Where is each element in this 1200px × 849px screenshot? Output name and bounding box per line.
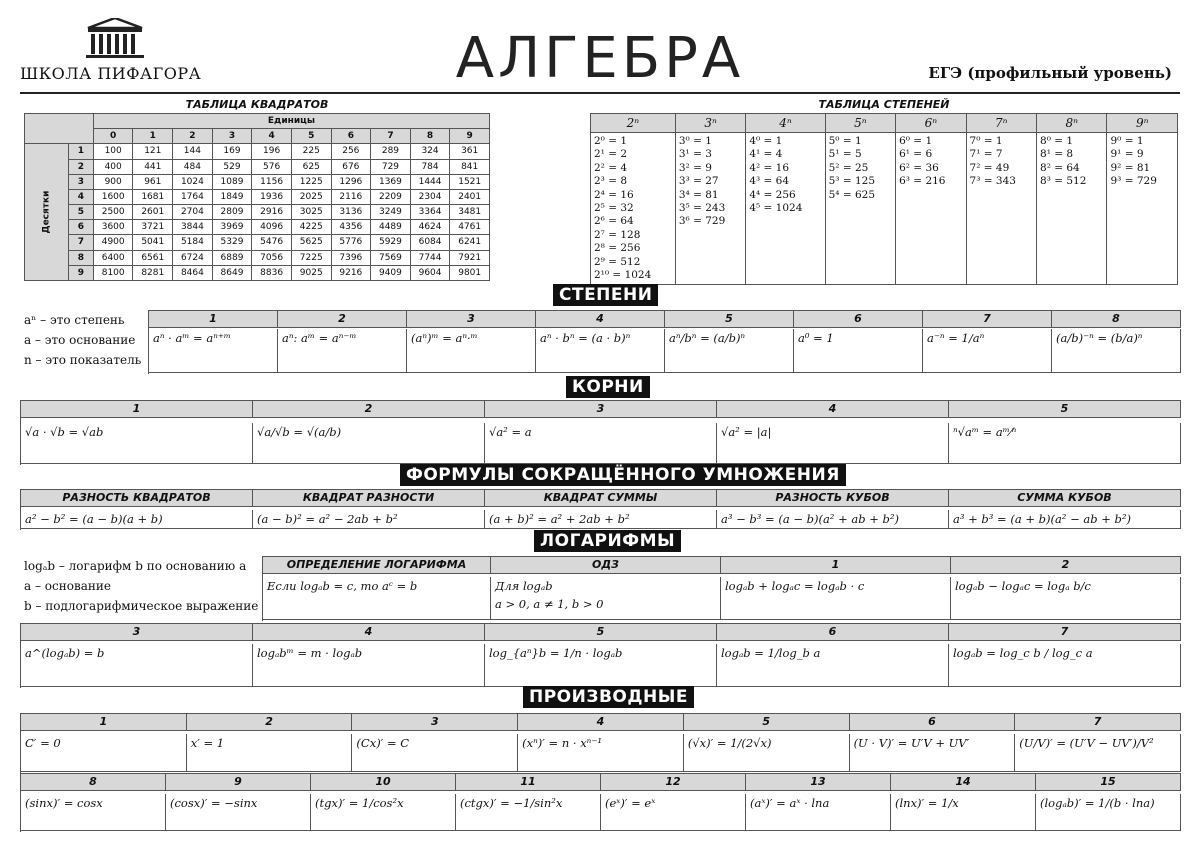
proizv-grid-row2 [20,773,1181,832]
formula-cell: (√x)′ = 1/(2√x) [684,734,850,772]
log-heading: 1 [721,557,951,574]
power-column [746,133,825,285]
power-column-header: 3ⁿ [675,114,745,133]
formula-cell: aⁿ/bⁿ = (a/b)ⁿ [665,329,794,373]
power-item: 3⁰ = 1 [678,135,712,147]
note-line: logₐb – логарифм b по основанию a [24,559,247,573]
square-cell: 4096 [252,220,292,235]
column-header: 2 [173,129,213,144]
row-label: 9 [68,265,93,280]
square-cell: 8464 [173,265,213,280]
korni-grid [20,400,1181,465]
square-cell: 7744 [410,250,450,265]
tens-label [25,144,69,281]
odz-line: Для logₐb [495,579,553,593]
power-item: 9³ = 729 [1110,175,1157,188]
formula-cell: x′ = 1 [187,734,353,772]
square-cell: 4624 [410,220,450,235]
squares-table [24,113,490,281]
formula-cell: (tgx)′ = 1/cos²x [311,794,456,831]
power-item: 4² = 16 [749,161,790,174]
formula-number: 14 [891,774,1036,791]
column-header: 4 [252,129,292,144]
square-cell: 2209 [371,189,411,204]
row-label: 8 [68,250,93,265]
square-cell: 2601 [133,205,173,220]
square-cell: 1369 [371,174,411,189]
power-item: 9¹ = 9 [1110,148,1144,161]
units-label: Единицы [93,114,489,129]
power-item: 2⁸ = 256 [594,242,641,255]
column-header: 0 [93,129,133,144]
formula-number: 7 [949,624,1181,641]
proizv-grid-row1 [20,713,1181,773]
power-column-header: 4ⁿ [746,114,825,133]
formula-number: 12 [601,774,746,791]
formula-cell: (a/b)⁻ⁿ = (b/a)ⁿ [1052,329,1181,373]
section-label-fsu: ФОРМУЛЫ СОКРАЩЁННОГО УМНОЖЕНИЯ [400,464,846,486]
square-cell: 961 [133,174,173,189]
tens-label-text: Десятки [41,190,52,234]
formula-number: 1 [21,714,187,731]
squares-caption: ТАБЛИЦА КВАДРАТОВ [185,98,329,111]
formula-cell: (a + b)² = a² + 2ab + b² [485,510,717,529]
formula-cell: (Cx)′ = C [352,734,518,772]
square-cell: 3136 [331,205,371,220]
formula-cell: ⁿ√aᵐ = aᵐ⁄ⁿ [949,423,1181,464]
powers-caption: ТАБЛИЦА СТЕПЕНЕЙ [818,98,950,111]
power-item: 9⁰ = 1 [1110,135,1144,147]
square-cell: 2809 [212,205,252,220]
power-item: 2⁴ = 16 [594,188,634,201]
formula-number: 11 [456,774,601,791]
square-cell: 1936 [252,189,292,204]
formula-cell: (a − b)² = a² − 2ab + b² [253,510,485,529]
power-item: 6¹ = 6 [899,148,933,161]
power-column [1037,133,1107,285]
square-cell: 3969 [212,220,252,235]
square-cell: 6400 [93,250,133,265]
power-item: 2¹ = 2 [594,148,628,161]
formula-cell: √a/√b = √(a/b) [253,423,485,464]
formula-cell: (eˣ)′ = eˣ [601,794,746,831]
formula-number: 3 [407,311,536,328]
square-cell: 5476 [252,235,292,250]
square-cell: 3481 [450,205,490,220]
square-cell: 6084 [410,235,450,250]
square-cell: 289 [371,144,411,159]
square-cell: 841 [450,159,490,174]
formula-number: 6 [850,714,1016,731]
square-cell: 7569 [371,250,411,265]
square-cell: 5929 [371,235,411,250]
square-cell: 5329 [212,235,252,250]
formula-cell: √a² = a [485,423,717,464]
table-row [25,159,490,174]
table-row [25,144,490,159]
square-cell: 324 [410,144,450,159]
power-column [825,133,895,285]
power-item: 3⁶ = 729 [678,215,726,228]
power-column [966,133,1036,285]
square-cell: 3025 [291,205,331,220]
formula-cell: (U · V)′ = U′V + UV′ [850,734,1016,772]
section-label-proizv: ПРОИЗВОДНЫЕ [523,686,694,708]
power-item: 3⁴ = 81 [678,188,719,201]
note-line: b – подлогарифмическое выражение [24,599,259,613]
column-header: 9 [450,129,490,144]
power-item: 7⁰ = 1 [969,135,1003,147]
formula-cell: (xⁿ)′ = n · xⁿ⁻¹ [518,734,684,772]
row-label: 2 [68,159,93,174]
square-cell: 6561 [133,250,173,265]
power-item: 4¹ = 4 [749,148,783,161]
square-cell: 8836 [252,265,292,280]
formula-cell: (ctgx)′ = −1/sin²x [456,794,601,831]
formula-cell: a³ − b³ = (a − b)(a² + ab + b²) [717,510,949,529]
formula-number: 5 [684,714,850,731]
formula-cell: (aⁿ)ᵐ = aⁿ·ᵐ [407,329,536,373]
table-row [25,235,490,250]
formula-number: 4 [536,311,665,328]
column-header: 1 [133,129,173,144]
formula-cell: a⁰ = 1 [794,329,923,373]
formula-number: 5 [949,401,1181,418]
power-item: 5¹ = 5 [828,148,862,161]
power-column-header: 5ⁿ [825,114,895,133]
formula-number: 3 [485,401,717,418]
power-column-header: 7ⁿ [966,114,1036,133]
row-label: 4 [68,189,93,204]
square-cell: 1600 [93,189,133,204]
square-cell: 9216 [331,265,371,280]
formula-number: 8 [21,774,166,791]
square-cell: 3721 [133,220,173,235]
powers-table [590,113,1178,285]
square-cell: 1521 [450,174,490,189]
note-line: a – это основание [24,333,136,347]
power-item: 3³ = 27 [678,175,719,188]
table-row [25,250,490,265]
square-cell: 256 [331,144,371,159]
formula-number: 1 [21,401,253,418]
column-header: 5 [291,129,331,144]
odz-line: a > 0, a ≠ 1, b > 0 [495,597,604,611]
square-cell: 1764 [173,189,213,204]
square-cell: 2304 [410,189,450,204]
power-item: 2⁵ = 32 [594,202,634,215]
square-cell: 144 [173,144,213,159]
square-cell: 225 [291,144,331,159]
square-cell: 484 [173,159,213,174]
square-cell: 6241 [450,235,490,250]
section-label-stepeni: СТЕПЕНИ [553,284,658,306]
formula-heading: РАЗНОСТЬ КУБОВ [717,490,949,507]
table-row [25,174,490,189]
square-cell: 7056 [252,250,292,265]
square-cell: 8649 [212,265,252,280]
square-cell: 121 [133,144,173,159]
square-cell: 8281 [133,265,173,280]
power-item: 2² = 4 [594,161,628,174]
formula-number: 4 [253,624,485,641]
square-cell: 8100 [93,265,133,280]
formula-cell: (U/V)′ = (U′V − UV′)/V² [1015,734,1181,772]
square-cell: 5041 [133,235,173,250]
power-item: 5⁴ = 625 [828,188,876,201]
square-cell: 1444 [410,174,450,189]
formula-number: 5 [665,311,794,328]
square-cell: 5625 [291,235,331,250]
power-item: 9² = 81 [1110,161,1151,174]
formula-cell: a^(logₐb) = b [21,644,253,687]
power-item: 4³ = 64 [749,175,790,188]
power-item: 2⁹ = 512 [594,255,641,268]
row-label: 1 [68,144,93,159]
square-cell: 2500 [93,205,133,220]
square-cell: 1089 [212,174,252,189]
power-column-header: 2ⁿ [591,114,676,133]
power-item: 8⁰ = 1 [1040,135,1074,147]
formula-cell: log_{aⁿ}b = 1/n · logₐb [485,644,717,687]
power-item: 3⁵ = 243 [678,202,726,215]
square-cell: 576 [252,159,292,174]
square-cell: 2916 [252,205,292,220]
formula-cell: aⁿ · aᵐ = aⁿ⁺ᵐ [149,329,278,373]
square-cell: 4761 [450,220,490,235]
formula-cell: √a · √b = √ab [21,423,253,464]
square-cell: 361 [450,144,490,159]
log-heading: ОДЗ [491,557,721,574]
formula-cell: √a² = |a| [717,423,949,464]
power-item: 4⁵ = 1024 [749,202,803,215]
square-cell: 3600 [93,220,133,235]
square-cell: 625 [291,159,331,174]
power-column [591,133,676,285]
square-cell: 1024 [173,174,213,189]
column-header: 3 [212,129,252,144]
column-header: 7 [371,129,411,144]
power-item: 6³ = 216 [899,175,946,188]
square-cell: 4489 [371,220,411,235]
square-cell: 400 [93,159,133,174]
square-cell: 9409 [371,265,411,280]
log-heading: 2 [951,557,1181,574]
formula-heading: РАЗНОСТЬ КВАДРАТОВ [21,490,253,507]
square-cell: 1296 [331,174,371,189]
formula-cell: (cosx)′ = −sinx [166,794,311,831]
formula-number: 8 [1052,311,1181,328]
square-cell: 4356 [331,220,371,235]
power-item: 2⁶ = 64 [594,215,634,228]
power-item: 3¹ = 3 [678,148,712,161]
square-cell: 7396 [331,250,371,265]
note-line: aⁿ – это степень [24,313,125,327]
square-cell: 1225 [291,174,331,189]
square-cell: 1156 [252,174,292,189]
square-cell: 3364 [410,205,450,220]
square-cell: 6724 [173,250,213,265]
formula-cell: aⁿ · bⁿ = (a · b)ⁿ [536,329,665,373]
formula-cell: aⁿ: aᵐ = aⁿ⁻ᵐ [278,329,407,373]
square-cell: 2025 [291,189,331,204]
formula-number: 15 [1036,774,1181,791]
log-heading: ОПРЕДЕЛЕНИЕ ЛОГАРИФМА [263,557,491,574]
power-item: 4⁴ = 256 [749,188,796,201]
formula-cell: logₐb = log_c b / log_c a [949,644,1181,687]
square-cell: 529 [212,159,252,174]
square-cell: 9025 [291,265,331,280]
power-column [675,133,745,285]
power-column [896,133,966,285]
fsu-grid [20,489,1181,530]
formula-number: 4 [717,401,949,418]
row-label: 3 [68,174,93,189]
log-notes [24,556,258,616]
section-label-log: ЛОГАРИФМЫ [534,530,681,552]
row-label: 5 [68,205,93,220]
column-header: 6 [331,129,371,144]
header-divider [20,92,1180,94]
square-cell: 3844 [173,220,213,235]
square-cell: 6889 [212,250,252,265]
square-cell: 900 [93,174,133,189]
square-cell: 2704 [173,205,213,220]
formula-cell: a³ + b³ = (a + b)(a² − ab + b²) [949,510,1181,529]
section-label-korni: КОРНИ [566,376,650,398]
row-label: 7 [68,235,93,250]
odz-cell [491,577,721,620]
power-item: 5⁰ = 1 [828,135,862,147]
square-cell: 441 [133,159,173,174]
column-header: 8 [410,129,450,144]
formula-cell: a² − b² = (a − b)(a + b) [21,510,253,529]
page-title: АЛГЕБРА [455,26,745,91]
square-cell: 2401 [450,189,490,204]
power-item: 2⁰ = 1 [594,135,628,147]
formula-number: 2 [253,401,485,418]
power-column-header: 9ⁿ [1107,114,1178,133]
power-item: 5² = 25 [828,161,869,174]
square-cell: 5776 [331,235,371,250]
formula-number: 2 [278,311,407,328]
power-item: 6² = 36 [899,161,939,174]
table-row [25,205,490,220]
formula-cell: (logₐb)′ = 1/(b · lna) [1036,794,1181,831]
log-grid-row2 [20,623,1181,688]
formula-number: 10 [311,774,456,791]
formula-cell: logₐbᵐ = m · logₐb [253,644,485,687]
formula-number: 6 [794,311,923,328]
power-item: 4⁰ = 1 [749,135,783,147]
formula-heading: СУММА КУБОВ [949,490,1181,507]
power-item: 7³ = 343 [969,175,1016,188]
power-column-header: 8ⁿ [1037,114,1107,133]
square-cell: 5184 [173,235,213,250]
formula-number: 7 [923,311,1052,328]
power-item: 8³ = 512 [1040,175,1087,188]
formula-number: 1 [149,311,278,328]
formula-heading: КВАДРАТ СУММЫ [485,490,717,507]
square-cell: 7225 [291,250,331,265]
log-grid-row1 [262,556,1181,621]
square-cell: 729 [371,159,411,174]
table-row [25,220,490,235]
square-cell: 196 [252,144,292,159]
power-item: 2⁷ = 128 [594,228,641,241]
formula-number: 9 [166,774,311,791]
formula-number: 5 [485,624,717,641]
formula-number: 7 [1015,714,1181,731]
formula-number: 6 [717,624,949,641]
power-item: 8² = 64 [1040,161,1080,174]
note-line: a – основание [24,579,111,593]
square-cell: 7921 [450,250,490,265]
formula-number: 2 [187,714,353,731]
squares-corner [25,114,94,144]
formula-cell: Если logₐb = c, то aᶜ = b [263,577,491,620]
formula-cell: (lnx)′ = 1/x [891,794,1036,831]
formula-number: 4 [518,714,684,731]
power-item: 8¹ = 8 [1040,148,1074,161]
square-cell: 1849 [212,189,252,204]
power-item: 3² = 9 [678,161,712,174]
square-cell: 3249 [371,205,411,220]
formula-cell: C′ = 0 [21,734,187,772]
row-label: 6 [68,220,93,235]
square-cell: 784 [410,159,450,174]
stepeni-grid [148,310,1181,374]
formula-cell: logₐb + logₐc = logₐb · c [721,577,951,620]
power-item: 2³ = 8 [594,175,628,188]
power-column-header: 6ⁿ [896,114,966,133]
square-cell: 676 [331,159,371,174]
square-cell: 2116 [331,189,371,204]
power-column [1107,133,1178,285]
table-row [25,265,490,280]
power-item: 5³ = 125 [828,175,876,188]
table-row [25,189,490,204]
formula-number: 13 [746,774,891,791]
power-item: 6⁰ = 1 [899,135,933,147]
formula-cell: (sinx)′ = cosx [21,794,166,831]
square-cell: 4225 [291,220,331,235]
square-cell: 169 [212,144,252,159]
page-subtitle: ЕГЭ (профильный уровень) [928,64,1172,82]
formula-cell: logₐb − logₐc = logₐ b/c [951,577,1181,620]
square-cell: 9801 [450,265,490,280]
power-item: 7¹ = 7 [969,148,1003,161]
formula-cell: logₐb = 1/log_b a [717,644,949,687]
power-item: 7² = 49 [969,161,1010,174]
square-cell: 9604 [410,265,450,280]
square-cell: 4900 [93,235,133,250]
formula-cell: (aˣ)′ = aˣ · lna [746,794,891,831]
formula-number: 3 [352,714,518,731]
formula-cell: a⁻ⁿ = 1/aⁿ [923,329,1052,373]
stepeni-notes [24,310,141,370]
square-cell: 1681 [133,189,173,204]
power-item: 2¹⁰ = 1024 [594,269,652,282]
formula-number: 3 [21,624,253,641]
formula-heading: КВАДРАТ РАЗНОСТИ [253,490,485,507]
note-line: n – это показатель [24,353,142,367]
school-name: ШКОЛА ПИФАГОРА [20,64,202,83]
square-cell: 100 [93,144,133,159]
